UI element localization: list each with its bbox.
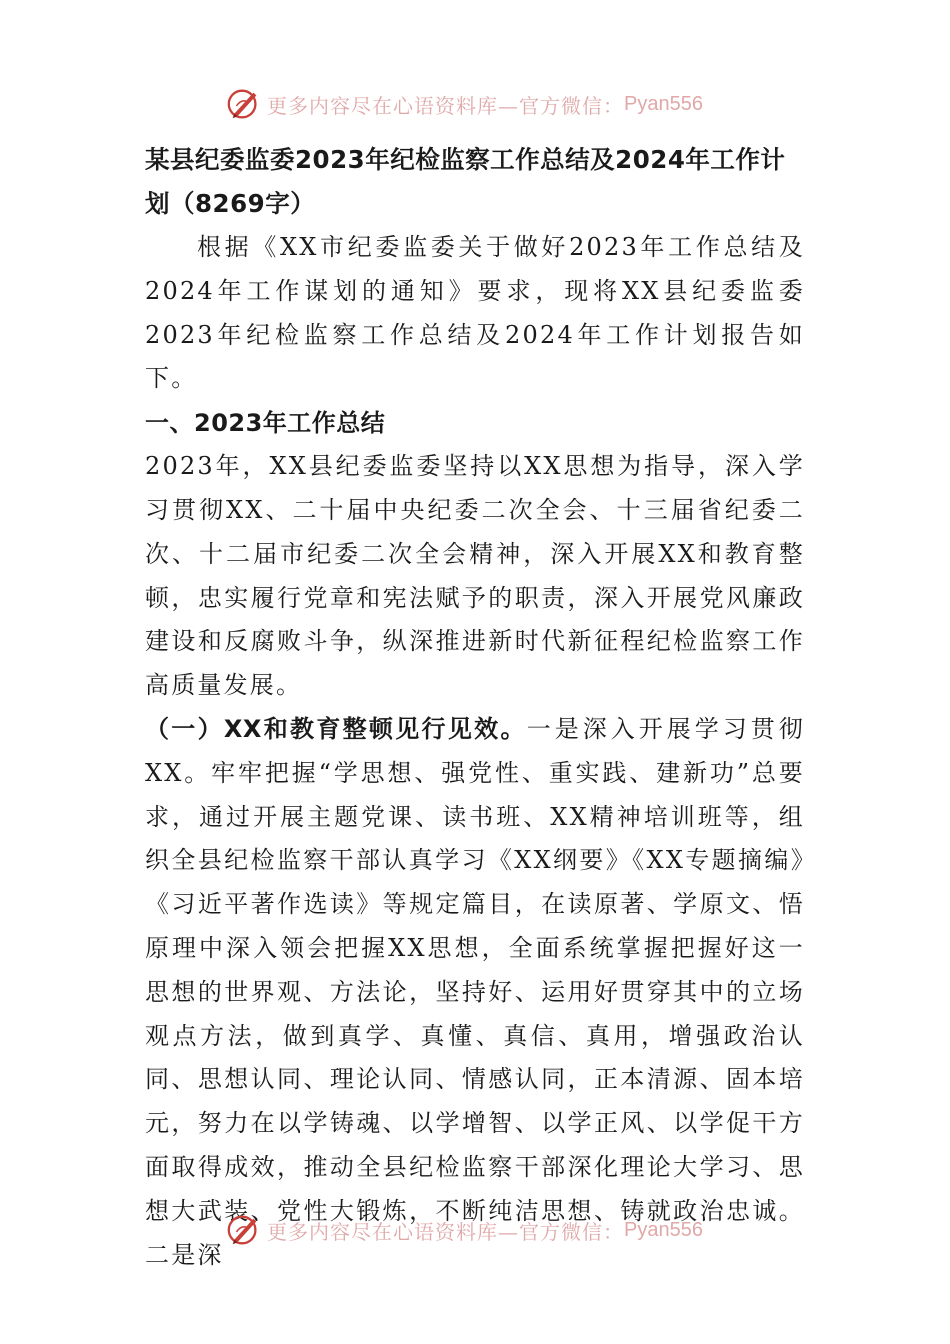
watermark-wechat-id: Pyan556	[624, 1218, 703, 1241]
watermark-text: 更多内容尽在心语资料库—官方微信：	[267, 93, 624, 118]
pen-logo-icon	[225, 85, 263, 123]
subsection-body: 一是深入开展学习贯彻XX。牢牢把握“学思想、强党性、重实践、建新功”总要求，通过开展主题党课、读书班、XX精神培训班等，组织全县纪检监察干部认真学习《XX纲要》《XX专题摘编》《习近平著作选读》等规定篇目，在读原著、学原文、悟原理中深入领会把握XX思想，全面系统掌握把握好这一思想的世界观、方法论，坚持好、运用好贯穿其中的立场观点方法，做到真学、真懂、真信、真用，增强政治认同、思想认同、理论认同、情感认同，正本清源、固本培元，努力在以学铸魂、以学增智、以学正风、以学促干方面取得成效，推动全县纪检监察干部深化理论大学习、思想大武装、党性大锻炼，不断纯洁思想、铸就政治忠诚。二是深	[145, 714, 805, 1269]
watermark-text: 更多内容尽在心语资料库—官方微信：	[267, 1219, 624, 1244]
watermark-header	[225, 84, 745, 124]
section-summary-paragraph: 2023年，XX县纪委监委坚持以XX思想为指导，深入学习贯彻XX、二十届中央纪委二次全会、十三届省纪委二次、十二届市纪委二次全会精神，深入开展XX和教育整顿，忠实履行党章和宪法赋予的职责，深入开展党风廉政建设和反腐败斗争，纵深推进新时代新征程纪检监察工作高质量发展。	[145, 452, 805, 700]
watermark-wechat-id: Pyan556	[624, 92, 703, 115]
document-body	[145, 138, 805, 1277]
subsection-paragraph	[145, 708, 805, 1277]
document-title: 某县纪委监委2023年纪检监察工作总结及2024年工作计划（8269字）	[145, 145, 786, 218]
watermark-footer	[225, 1210, 745, 1250]
pen-logo-icon	[225, 1211, 263, 1249]
section-heading: 一、2023年工作总结	[145, 409, 386, 438]
intro-paragraph: 根据《XX市纪委监委关于做好2023年工作总结及2024年工作谋划的通知》要求，现将XX县纪委监委2023年纪检监察工作总结及2024年工作计划报告如下。	[145, 233, 805, 393]
subsection-lead: （一）XX和教育整顿见行见效。	[145, 714, 527, 743]
